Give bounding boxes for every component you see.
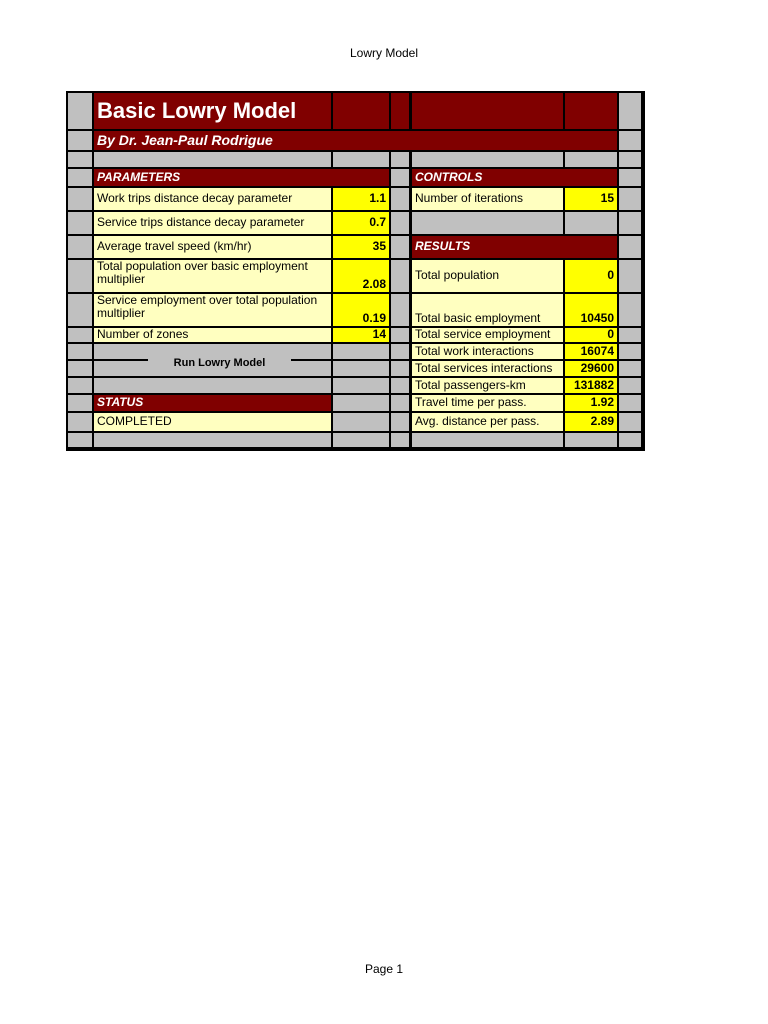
result-value-cell[interactable]: 16074 (565, 344, 617, 359)
empty-cell (619, 433, 641, 447)
result-label[interactable]: Total service employment (412, 328, 563, 342)
result-label[interactable]: Avg. distance per pass. (412, 413, 563, 431)
empty-cell (619, 344, 641, 359)
run-lowry-model-button[interactable]: Run Lowry Model (148, 350, 291, 376)
result-label[interactable]: Travel time per pass. (412, 395, 563, 411)
parameter-label[interactable]: Service employment over total population multiplier (94, 294, 331, 326)
result-value-cell[interactable]: 0 (565, 260, 617, 292)
empty-cell (565, 212, 617, 234)
empty-cell (94, 152, 331, 167)
empty-cell (391, 294, 409, 326)
empty-cell (565, 152, 617, 167)
result-value-cell[interactable]: 131882 (565, 378, 617, 393)
empty-cell (619, 93, 641, 129)
result-value-cell[interactable]: 2.89 (565, 413, 617, 431)
empty-cell (391, 413, 409, 431)
control-label[interactable]: Number of iterations (412, 188, 563, 210)
empty-cell (619, 169, 641, 186)
empty-cell (68, 294, 92, 326)
empty-cell (68, 433, 92, 447)
empty-cell (68, 413, 92, 431)
status-value[interactable]: COMPLETED (94, 413, 331, 431)
page-header: Lowry Model (349, 46, 419, 60)
control-value-cell[interactable]: 15 (565, 188, 617, 210)
empty-cell (412, 212, 563, 234)
empty-cell (333, 378, 389, 393)
result-label[interactable]: Total passengers-km (412, 378, 563, 393)
parameter-label[interactable]: Number of zones (94, 328, 331, 342)
empty-cell (391, 236, 409, 258)
header-fill-cell[interactable] (333, 93, 389, 129)
parameter-value-cell[interactable]: 35 (333, 236, 389, 258)
empty-cell (333, 152, 389, 167)
empty-cell (619, 212, 641, 234)
empty-cell (565, 433, 617, 447)
empty-cell (391, 212, 409, 234)
empty-cell (619, 131, 641, 150)
empty-cell (68, 361, 92, 376)
empty-cell (619, 294, 641, 326)
empty-cell (68, 236, 92, 258)
result-value-cell[interactable]: 29600 (565, 361, 617, 376)
result-label[interactable]: Total services interactions (412, 361, 563, 376)
empty-cell (619, 378, 641, 393)
empty-cell (391, 344, 409, 359)
results-heading[interactable]: RESULTS (412, 236, 617, 258)
empty-cell (333, 433, 389, 447)
page-footer: Page 1 (364, 962, 404, 976)
empty-cell (391, 260, 409, 292)
empty-cell (412, 152, 563, 167)
empty-cell (619, 413, 641, 431)
parameter-value-cell[interactable]: 2.08 (333, 260, 389, 292)
empty-cell (68, 212, 92, 234)
empty-cell (68, 344, 92, 359)
empty-cell (391, 328, 409, 342)
empty-cell (619, 152, 641, 167)
empty-cell (68, 93, 92, 129)
empty-cell (94, 433, 331, 447)
empty-cell (94, 378, 331, 393)
empty-cell (391, 152, 409, 167)
empty-cell (68, 188, 92, 210)
empty-cell (619, 361, 641, 376)
result-value-cell[interactable]: 1.92 (565, 395, 617, 411)
controls-heading[interactable]: CONTROLS (412, 169, 617, 186)
empty-cell (619, 260, 641, 292)
parameter-value-cell[interactable]: 0.7 (333, 212, 389, 234)
empty-cell (619, 188, 641, 210)
empty-cell (333, 361, 389, 376)
result-value-cell[interactable]: 0 (565, 328, 617, 342)
result-value-cell[interactable]: 10450 (565, 294, 617, 326)
empty-cell (391, 395, 409, 411)
header-fill-cell[interactable] (412, 93, 563, 129)
empty-cell (333, 413, 389, 431)
spreadsheet-grid (66, 91, 645, 451)
empty-cell (68, 378, 92, 393)
empty-cell (68, 260, 92, 292)
header-fill-cell[interactable] (565, 93, 617, 129)
title-cell[interactable]: Basic Lowry Model (94, 93, 331, 129)
empty-cell (68, 395, 92, 411)
empty-cell (68, 328, 92, 342)
empty-cell (391, 188, 409, 210)
parameter-value-cell[interactable]: 0.19 (333, 294, 389, 326)
result-label[interactable]: Total work interactions (412, 344, 563, 359)
empty-cell (333, 395, 389, 411)
parameter-label[interactable]: Average travel speed (km/hr) (94, 236, 331, 258)
result-label[interactable]: Total population (412, 260, 563, 292)
empty-cell (619, 328, 641, 342)
result-label[interactable]: Total basic employment (412, 294, 563, 326)
empty-cell (619, 236, 641, 258)
empty-cell (68, 169, 92, 186)
empty-cell (68, 152, 92, 167)
empty-cell (391, 361, 409, 376)
parameter-value-cell[interactable]: 14 (333, 328, 389, 342)
status-heading[interactable]: STATUS (94, 395, 331, 411)
empty-cell (333, 344, 389, 359)
parameters-heading[interactable]: PARAMETERS (94, 169, 389, 186)
empty-cell (391, 169, 409, 186)
empty-cell (391, 378, 409, 393)
empty-cell (68, 131, 92, 150)
parameter-label[interactable]: Service trips distance decay parameter (94, 212, 331, 234)
empty-cell (391, 433, 409, 447)
author-cell[interactable]: By Dr. Jean-Paul Rodrigue (94, 131, 617, 150)
parameter-label[interactable]: Work trips distance decay parameter (94, 188, 331, 210)
parameter-label[interactable]: Total population over basic employment multiplier (94, 260, 331, 292)
header-fill-cell[interactable] (391, 93, 409, 129)
empty-cell (619, 395, 641, 411)
parameter-value-cell[interactable]: 1.1 (333, 188, 389, 210)
empty-cell (412, 433, 563, 447)
